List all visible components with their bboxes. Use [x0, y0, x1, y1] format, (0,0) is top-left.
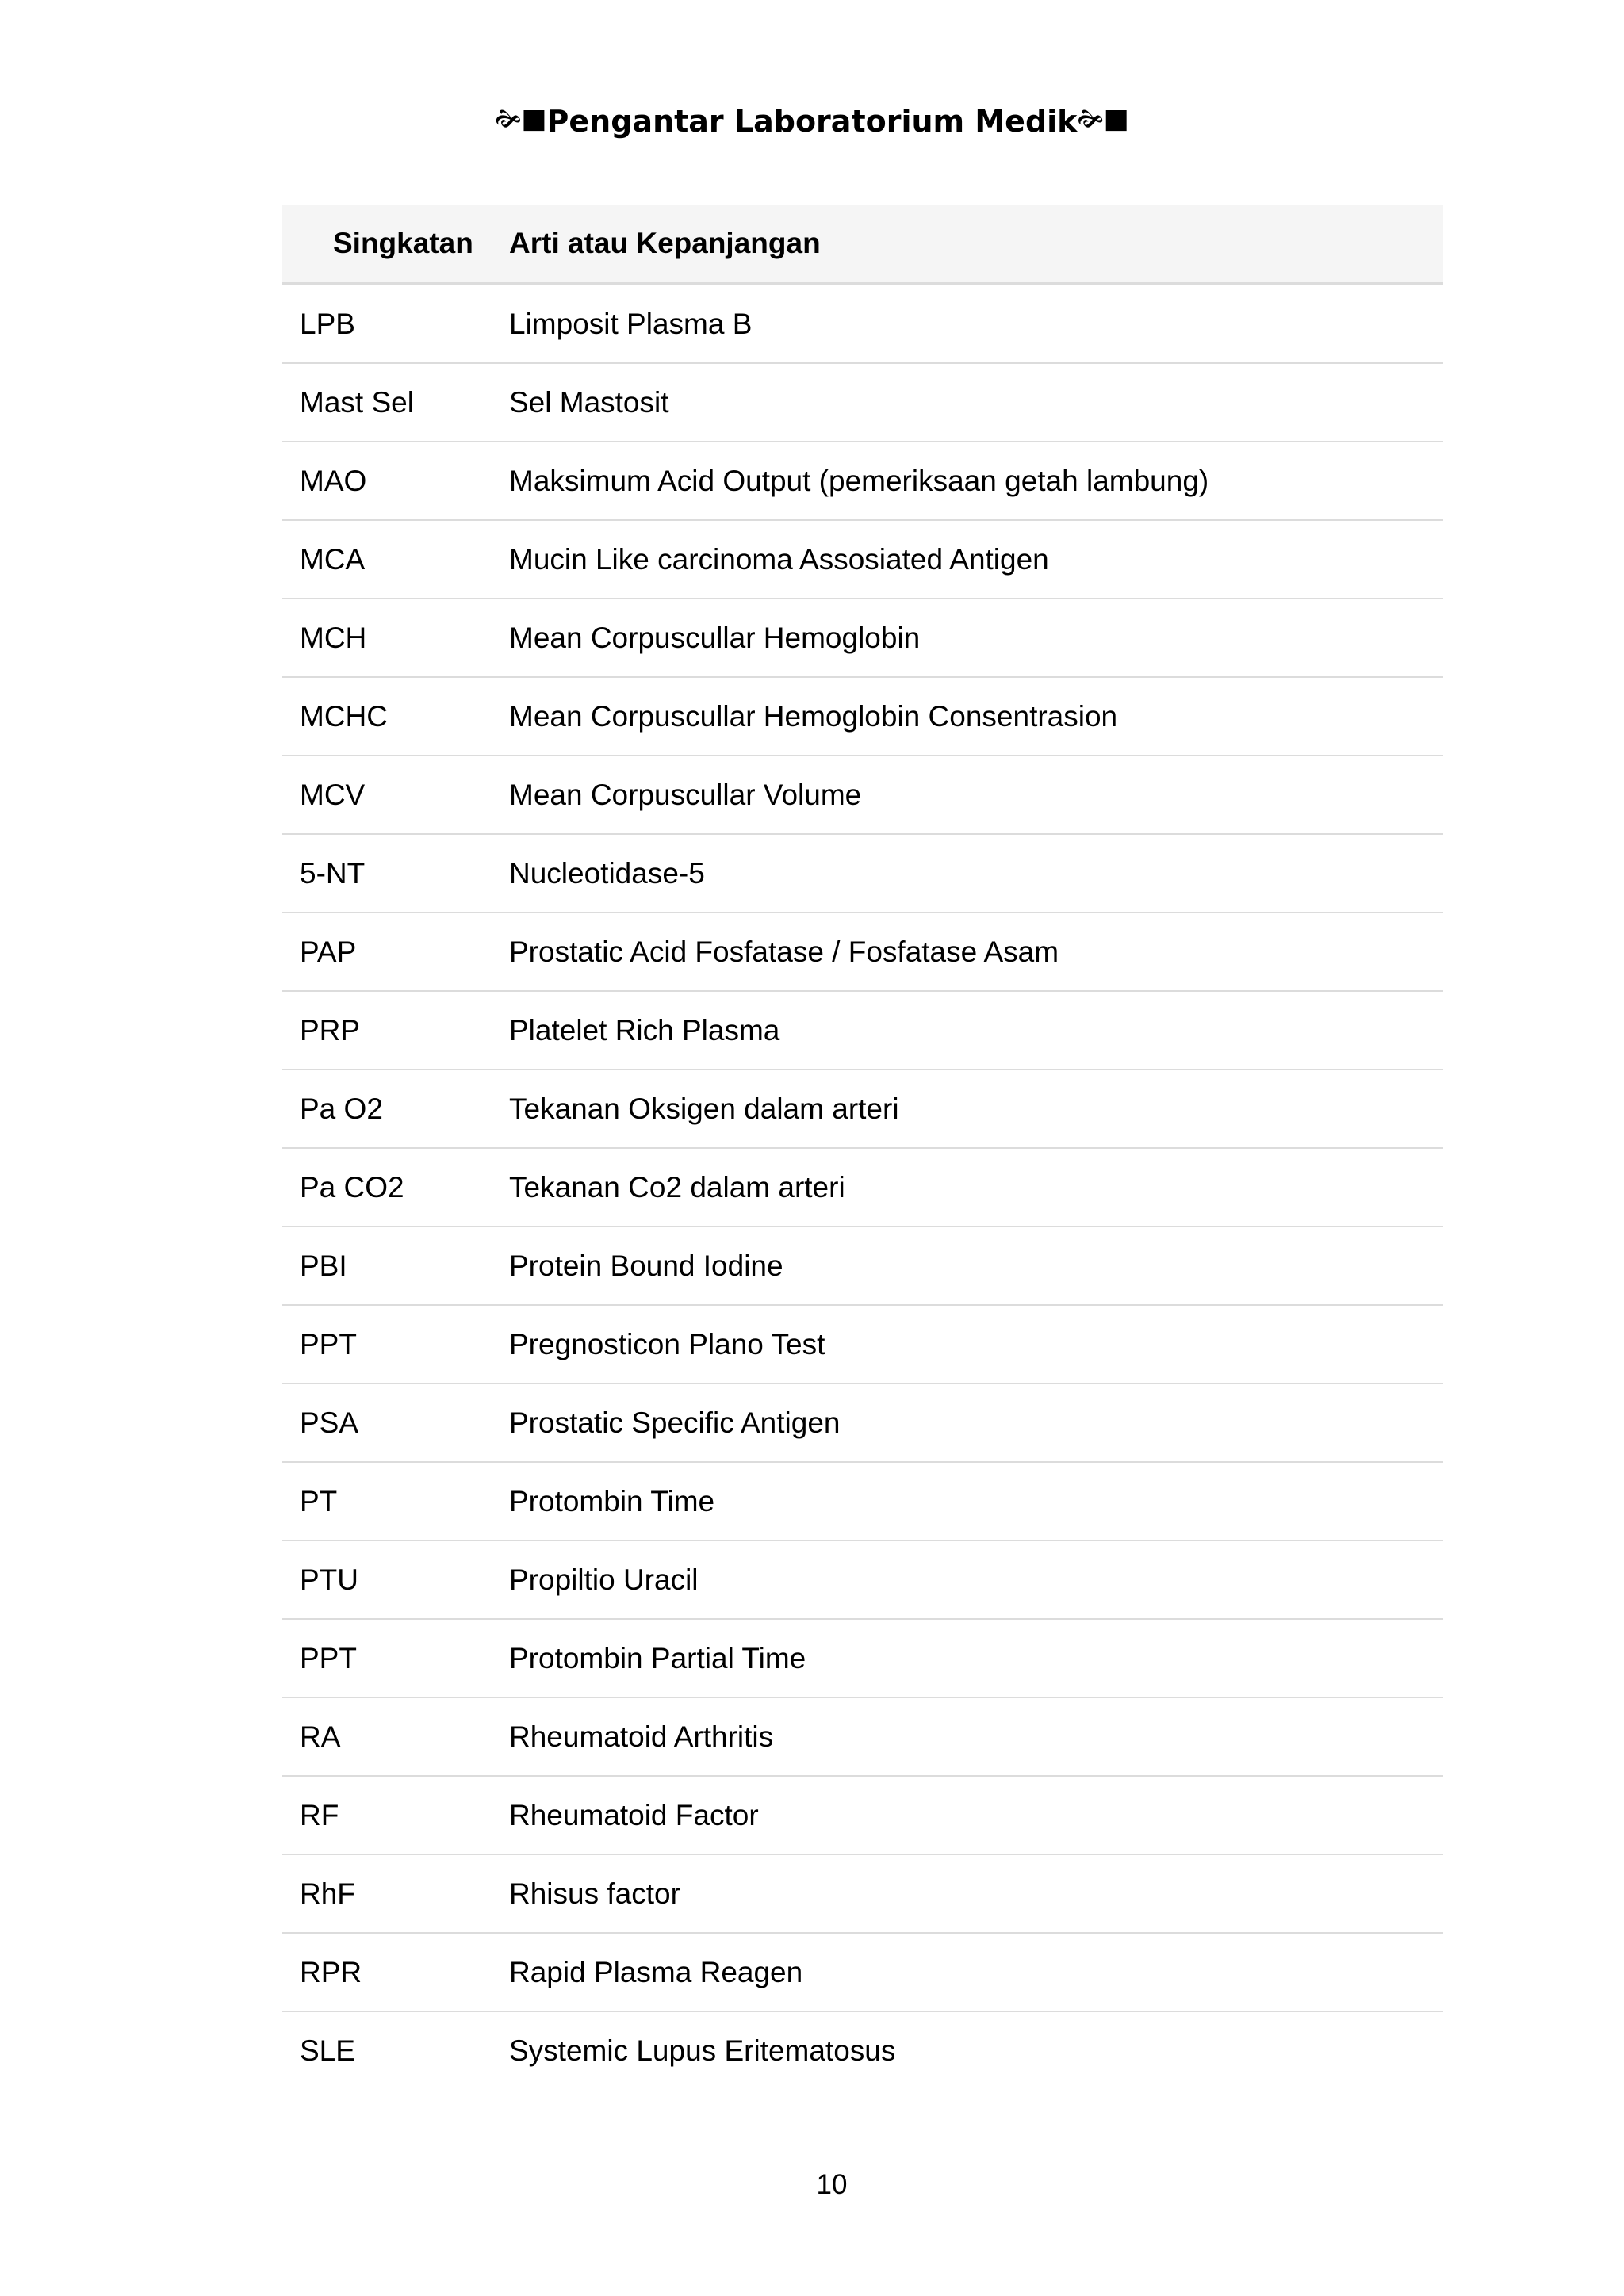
abbreviation-cell: RA — [282, 1697, 509, 1776]
table-row — [282, 1305, 1443, 1383]
abbreviation-cell: MCV — [282, 756, 509, 834]
meaning-cell: Systemic Lupus Eritematosus — [509, 2034, 896, 2067]
table-row — [282, 284, 1443, 363]
abbreviation-cell: Pa O2 — [282, 1070, 509, 1148]
table-row — [282, 1540, 1443, 1619]
table-row — [282, 1776, 1443, 1854]
leaf-ornament-icon: 🙞 — [1077, 105, 1104, 133]
meaning-cell: Rapid Plasma Reagen — [509, 1933, 1443, 2011]
table-row — [282, 1462, 1443, 1540]
meaning-cell: Mean Corpuscullar Volume — [509, 756, 1443, 834]
page-number: 10 — [816, 2169, 848, 2200]
meaning-cell: Protein Bound Iodine — [509, 1226, 1443, 1305]
table-header-row — [282, 205, 1443, 284]
table-row — [282, 1070, 1443, 1148]
table-row — [282, 1933, 1443, 2011]
meaning-cell: Maksimum Acid Output (pemeriksaan getah lambung) — [509, 442, 1443, 520]
abbreviation-cell: PT — [282, 1462, 509, 1540]
meaning-cell: Platelet Rich Plasma — [509, 991, 1443, 1070]
meaning-cell: Rhisus factor — [509, 1854, 1443, 1933]
abbreviation-cell: MCA — [282, 520, 509, 599]
table-row — [282, 1697, 1443, 1776]
column-header-abbreviation: Singkatan — [282, 205, 509, 284]
table-row — [282, 1148, 1443, 1226]
table-row — [282, 913, 1443, 991]
abbreviation-cell: PPT — [282, 1305, 509, 1383]
meaning-cell: Mucin Like carcinoma Assosiated Antigen — [509, 520, 1443, 599]
table-row — [282, 520, 1443, 599]
meaning-cell: Propiltio Uracil — [509, 1540, 1443, 1619]
meaning-cell: Prostatic Specific Antigen — [509, 1383, 1443, 1462]
abbreviation-cell: PBI — [282, 1226, 509, 1305]
table-header — [282, 205, 1443, 284]
abbreviation-cell: MCHC — [282, 677, 509, 756]
abbreviation-cell: RhF — [282, 1854, 509, 1933]
meaning-cell: Tekanan Oksigen dalam arteri — [509, 1070, 1443, 1148]
running-header — [0, 97, 1624, 144]
meaning-cell: Nucleotidase-5 — [509, 834, 1443, 913]
abbreviation-cell: RF — [282, 1776, 509, 1854]
table-row — [282, 834, 1443, 913]
table-body — [282, 284, 1443, 2089]
meaning-cell: Sel Mastosit — [509, 363, 1443, 442]
square-bullet-icon: ■ — [521, 102, 547, 135]
meaning-cell: Mean Corpuscullar Hemoglobin Consentrasion — [509, 677, 1443, 756]
table-row — [282, 991, 1443, 1070]
square-bullet-icon: ■ — [1103, 102, 1129, 135]
abbreviation-cell: Pa CO2 — [282, 1148, 509, 1226]
abbreviation-cell: PPT — [282, 1619, 509, 1697]
abbreviation-cell: RPR — [282, 1933, 509, 2011]
abbreviation-cell: 5-NT — [282, 834, 509, 913]
table-row — [282, 442, 1443, 520]
abbreviation-cell: MCH — [282, 599, 509, 677]
abbreviation-table — [282, 205, 1443, 2089]
abbreviation-cell: PSA — [282, 1383, 509, 1462]
meaning-cell: Pregnosticon Plano Test — [509, 1305, 1443, 1383]
document-title: Pengantar Laboratorium Medik — [546, 103, 1078, 139]
meaning-cell: Protombin Partial Time — [509, 1619, 1443, 1697]
abbreviation-cell: PAP — [282, 913, 509, 991]
table-row — [282, 1226, 1443, 1305]
table-row — [282, 1619, 1443, 1697]
meaning-cell: Tekanan Co2 dalam arteri — [509, 1148, 1443, 1226]
meaning-cell: Limposit Plasma B — [509, 284, 1443, 363]
table-row — [282, 363, 1443, 442]
meaning-cell: Rheumatoid Factor — [509, 1776, 1443, 1854]
table-row — [282, 677, 1443, 756]
abbreviation-cell: Mast Sel — [282, 363, 509, 442]
table-row — [282, 599, 1443, 677]
meaning-cell: Protombin Time — [509, 1462, 1443, 1540]
abbreviation-cell: PRP — [282, 991, 509, 1070]
meaning-cell: Prostatic Acid Fosfatase / Fosfatase Asam — [509, 913, 1443, 991]
leaf-ornament-icon: 🙞 — [495, 105, 522, 133]
abbreviation-cell: SLE — [300, 2034, 355, 2067]
abbreviation-cell: MAO — [282, 442, 509, 520]
column-header-meaning: Arti atau Kepanjangan — [509, 205, 1443, 284]
abbreviation-cell: PTU — [282, 1540, 509, 1619]
meaning-cell: Rheumatoid Arthritis — [509, 1697, 1443, 1776]
meaning-cell: Mean Corpuscullar Hemoglobin — [509, 599, 1443, 677]
table-row — [282, 2011, 1443, 2089]
table-row — [282, 1383, 1443, 1462]
table-row — [282, 756, 1443, 834]
abbreviation-cell: LPB — [282, 284, 509, 363]
table-row — [282, 1854, 1443, 1933]
